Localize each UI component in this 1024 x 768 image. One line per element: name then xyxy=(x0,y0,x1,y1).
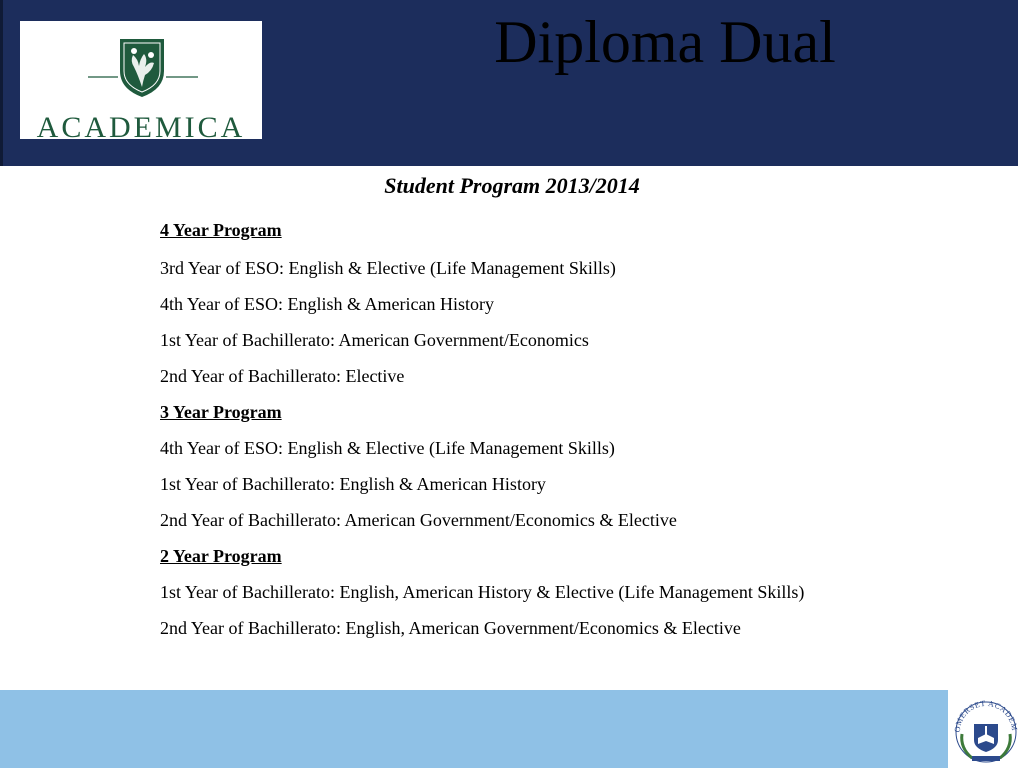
list-item: 2nd Year of Bachillerato: Elective xyxy=(160,366,405,386)
list-item: 1st Year of Bachillerato: English, American History & Elective (Life Management Skills) xyxy=(160,582,805,602)
list-item: 4th Year of ESO: English & Elective (Life Management Skills) xyxy=(160,438,615,458)
program-heading-2-year: 2 Year Program xyxy=(160,546,282,566)
program-subtitle: Student Program 2013/2014 xyxy=(384,173,640,198)
list-item: 2nd Year of Bachillerato: English, American Government/Economics & Elective xyxy=(160,618,741,638)
list-item: 4th Year of ESO: English & American History xyxy=(160,294,494,314)
list-item: 2nd Year of Bachillerato: American Government/Economics & Elective xyxy=(160,510,677,530)
page-title: Diploma Dual xyxy=(494,9,836,75)
program-list xyxy=(160,218,980,652)
program-heading-3-year: 3 Year Program xyxy=(160,402,282,422)
list-item: 1st Year of Bachillerato: English & American History xyxy=(160,474,546,494)
logo-wordmark: ACADEMICA xyxy=(36,111,246,144)
list-item: 1st Year of Bachillerato: American Government/Economics xyxy=(160,330,589,350)
somerset-academy-seal xyxy=(948,688,1024,768)
program-heading-4-year: 4 Year Program xyxy=(160,220,282,240)
academica-logo xyxy=(20,21,262,144)
svg-text:SOMERSET ACADEMY: OMERSET ACADEM xyxy=(952,698,1020,733)
seal-icon xyxy=(948,688,1024,768)
footer-band xyxy=(0,690,948,768)
list-item: 3rd Year of ESO: English & Elective (Life Management Skills) xyxy=(160,258,616,278)
